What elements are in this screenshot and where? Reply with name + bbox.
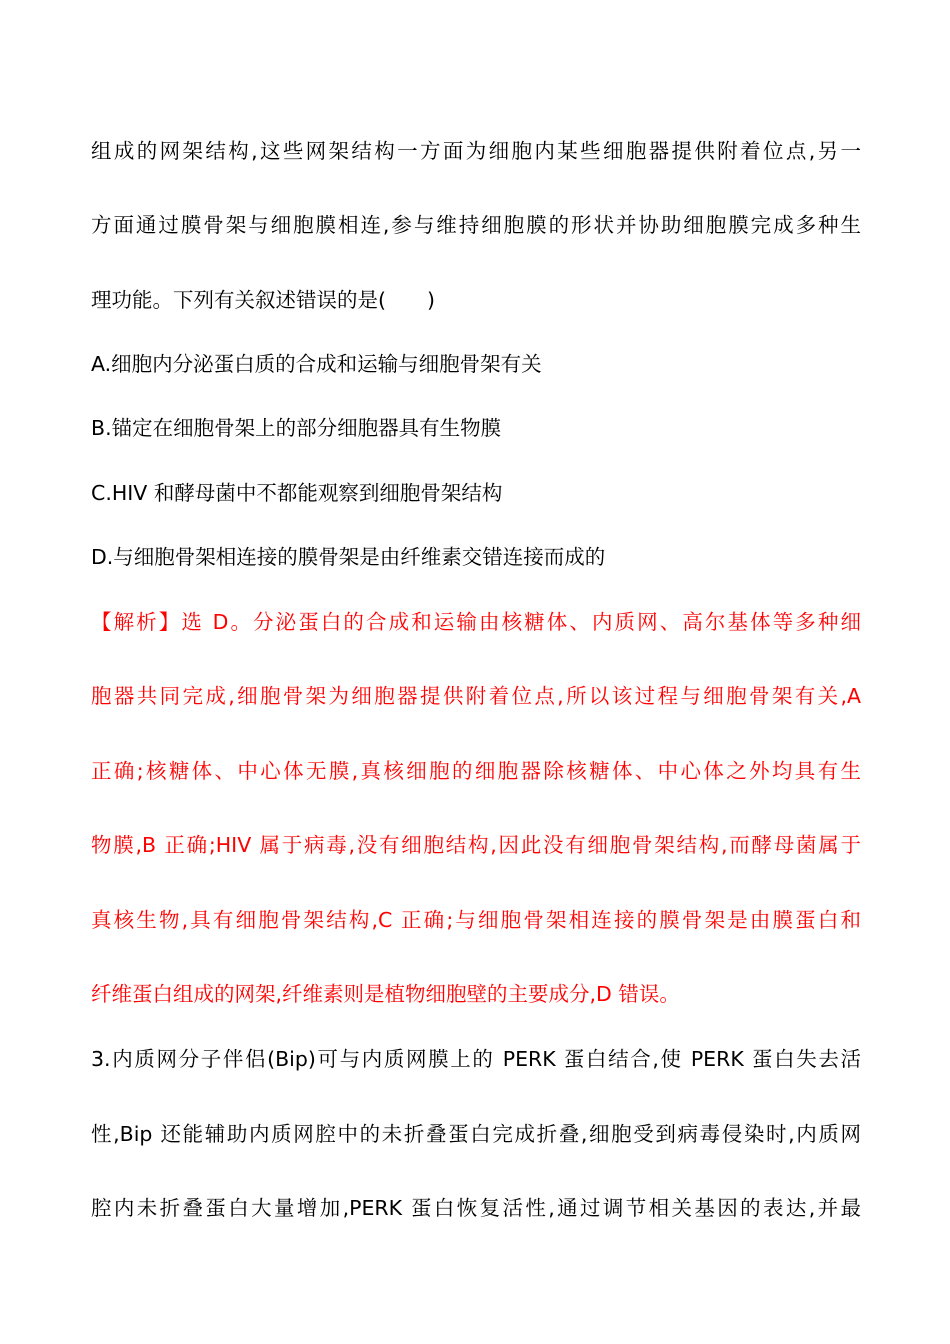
analysis-line: 纤维蛋白组成的网架,纤维素则是植物细胞壁的主要成分,D 错误。 <box>91 982 680 1006</box>
question3-line: 腔内未折叠蛋白大量增加,PERK 蛋白恢复活性,通过调节相关基因的表达,并最 <box>91 1196 861 1220</box>
analysis-line: 真核生物,具有细胞骨架结构,C 正确;与细胞骨架相连接的膜骨架是由膜蛋白和 <box>91 908 861 932</box>
question-line: 理功能。下列有关叙述错误的是( ) <box>91 288 435 312</box>
analysis-line: 正确;核糖体、中心体无膜,真核细胞的细胞器除核糖体、中心体之外均具有生 <box>91 759 861 783</box>
question-line: 方面通过膜骨架与细胞膜相连,参与维持细胞膜的形状并协助细胞膜完成多种生 <box>91 213 861 237</box>
analysis-line: 物膜,B 正确;HIV 属于病毒,没有细胞结构,因此没有细胞骨架结构,而酵母菌属于 <box>91 833 861 857</box>
option-a: A.细胞内分泌蛋白质的合成和运输与细胞骨架有关 <box>91 352 542 376</box>
analysis-line: 【解析】选 D。分泌蛋白的合成和运输由核糖体、内质网、高尔基体等多种细 <box>91 610 861 634</box>
option-d: D.与细胞骨架相连接的膜骨架是由纤维素交错连接而成的 <box>91 545 606 569</box>
question3-line: 3.内质网分子伴侣(Bip)可与内质网膜上的 PERK 蛋白结合,使 PERK 蛋白失去活 <box>91 1047 861 1071</box>
option-c: C.HIV 和酵母菌中不都能观察到细胞骨架结构 <box>91 481 503 505</box>
option-b: B.锚定在细胞骨架上的部分细胞器具有生物膜 <box>91 416 502 440</box>
question3-line: 性,Bip 还能辅助内质网腔中的未折叠蛋白完成折叠,细胞受到病毒侵染时,内质网 <box>91 1122 861 1146</box>
analysis-line: 胞器共同完成,细胞骨架为细胞器提供附着位点,所以该过程与细胞骨架有关,A <box>91 684 861 708</box>
question-line: 组成的网架结构,这些网架结构一方面为细胞内某些细胞器提供附着位点,另一 <box>91 139 861 163</box>
